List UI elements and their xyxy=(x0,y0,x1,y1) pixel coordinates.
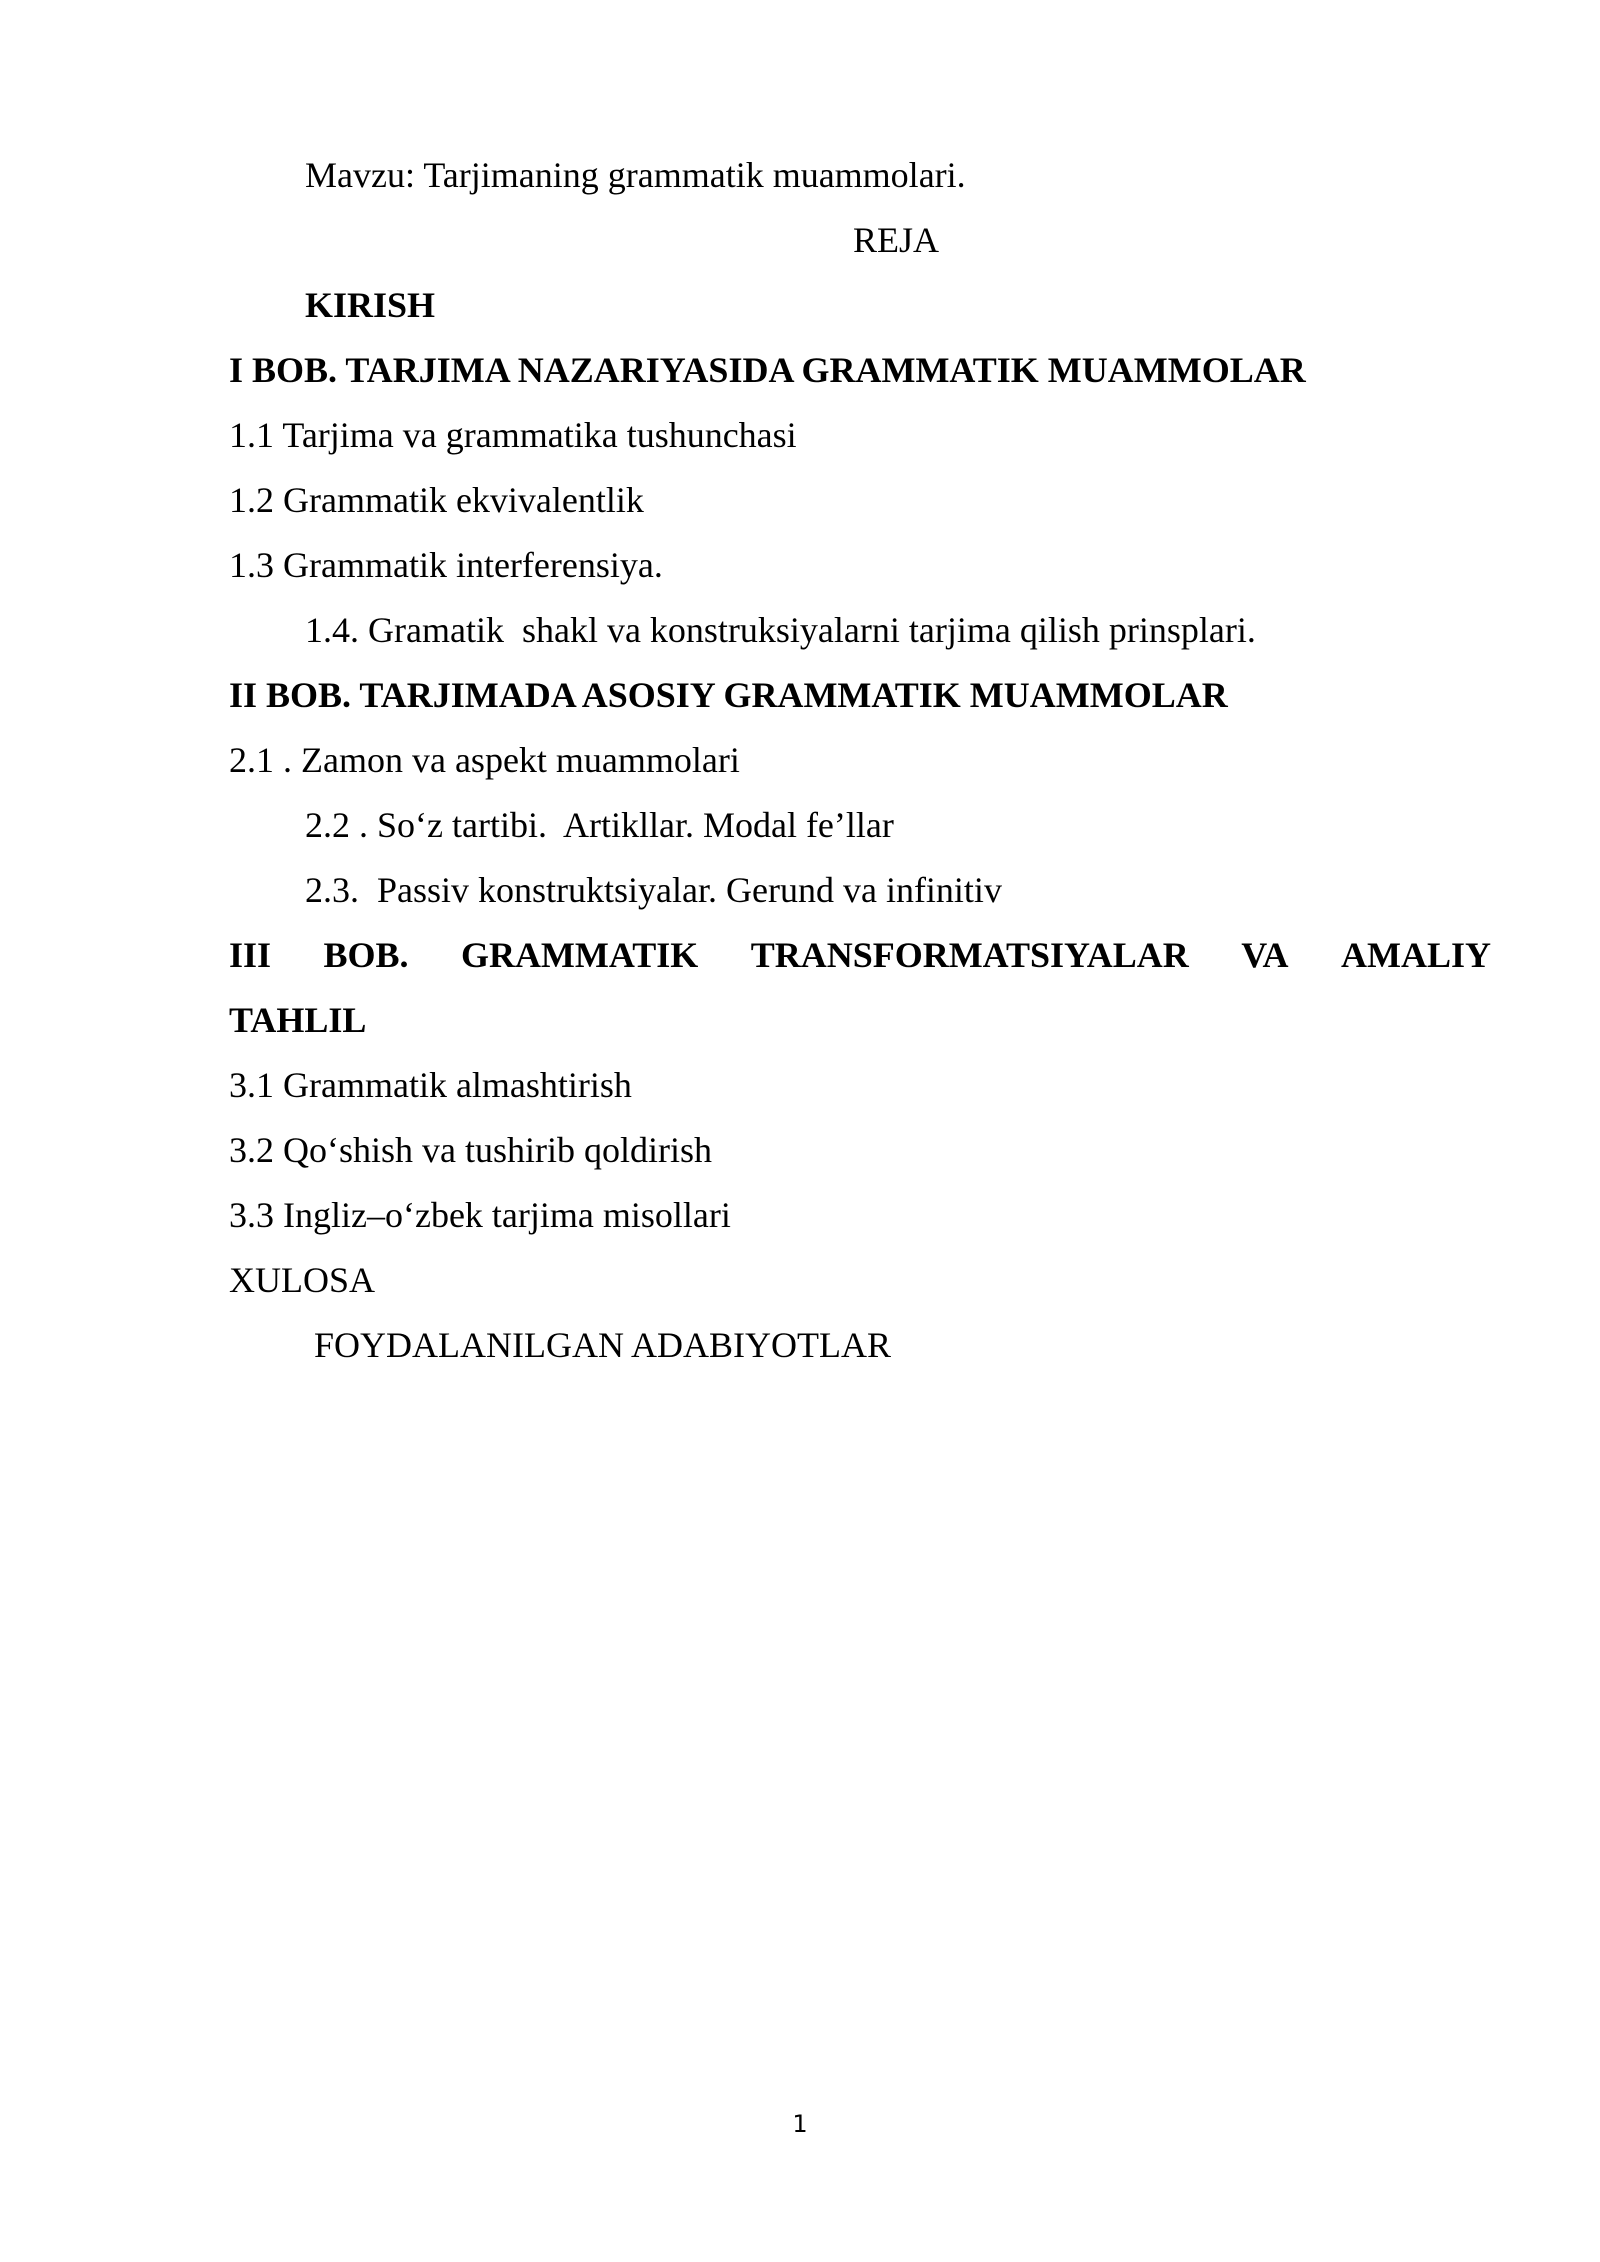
chapter3-item-3: 3.3 Ingliz–o‘zbek tarjima misollari xyxy=(229,1195,731,1235)
chapter3-title-word: III xyxy=(229,935,272,975)
topic-line: Mavzu: Tarjimaning grammatik muammolari. xyxy=(305,155,966,195)
chapter3-title-word: VA xyxy=(1241,935,1289,975)
chapter2-title: II BOB. TARJIMADA ASOSIY GRAMMATIK MUAMMOLAR xyxy=(229,675,1228,715)
chapter3-item-2: 3.2 Qo‘shish va tushirib qoldirish xyxy=(229,1130,712,1170)
chapter1-title: I BOB. TARJIMA NAZARIYASIDA GRAMMATIK MUAMMOLAR xyxy=(229,350,1306,390)
chapter3-title-word: GRAMMATIK xyxy=(460,935,699,975)
chapter2-item-2: 2.2 . So‘z tartibi. Artikllar. Modal fe’llar xyxy=(305,805,894,845)
chapter2-item-3: 2.3. Passiv konstruktsiyalar. Gerund va infinitiv xyxy=(305,870,1002,910)
chapter3-title xyxy=(229,933,1491,977)
conclusion-heading: XULOSA xyxy=(229,1260,376,1300)
chapter3-title-word: TRANSFORMATSIYALAR xyxy=(750,935,1189,975)
chapter1-item-4: 1.4. Gramatik shakl va konstruksiyalarni tarjima qilish prinsplari. xyxy=(305,610,1256,650)
chapter1-item-3: 1.3 Grammatik interferensiya. xyxy=(229,545,663,585)
chapter3-title-continuation: TAHLIL xyxy=(229,1000,367,1040)
chapter1-item-2: 1.2 Grammatik ekvivalentlik xyxy=(229,480,644,520)
page-number: 1 xyxy=(792,2110,808,2138)
chapter2-item-1: 2.1 . Zamon va aspekt muammolari xyxy=(229,740,740,780)
plan-title: REJA xyxy=(853,220,940,260)
chapter3-item-1: 3.1 Grammatik almashtirish xyxy=(229,1065,632,1105)
chapter3-title-word: BOB. xyxy=(323,935,409,975)
chapter3-title-word: AMALIY xyxy=(1341,935,1491,975)
chapter1-item-1: 1.1 Tarjima va grammatika tushunchasi xyxy=(229,415,797,455)
references-heading: FOYDALANILGAN ADABIYOTLAR xyxy=(314,1325,891,1365)
intro-heading: KIRISH xyxy=(305,285,436,325)
